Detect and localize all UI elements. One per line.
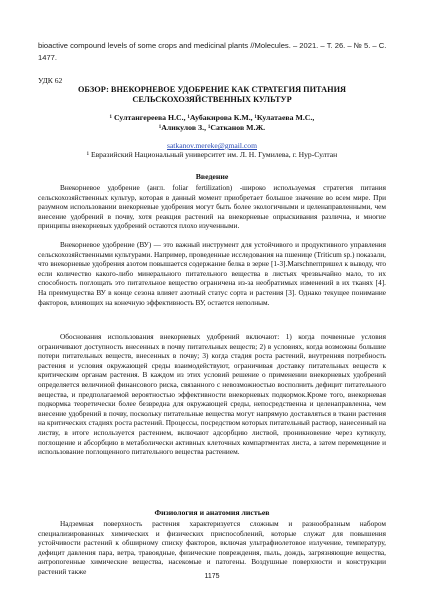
- affiliation: ¹ Евразийский Национальный университет им. Л. Н. Гумилева, г. Нур-Султан: [86, 150, 338, 159]
- authors: [38, 113, 386, 133]
- paragraph-2: Внекорневое удобрение (ВУ) — это важный инструмент для устойчивого и продуктивного управления сельскохозяйственными культурами. Например, проведенные исследования на пшенице (Triticum sp.) показали, что внекорневые удобрения азотом повышается содержание белка в зерне [1-3].Marschnerпришел к выводу, что если количество какого-либо минерального питательного вещества в листьях чрезвычайно мало, то их способность поглощать это питательное вещество ограничена из-за необратимых изменений в их тканях [4]. На преимущества ВУ в конце сезона влияет азотный статус сорта и растения [3]. Однако текущее понимание факторов, влияющих на конечную эффективность ВУ, остается неполным.: [38, 240, 386, 307]
- section-heading-introduction: Введение: [195, 172, 229, 181]
- page-number: 1175: [204, 573, 220, 580]
- udc-code: УДК 62: [38, 76, 63, 85]
- paper-title: ОБЗОР: ВНЕКОРНЕВОЕ УДОБРЕНИЕ КАК СТРАТЕГИЯ ПИТАНИЯ СЕЛЬСКОХОЗЯЙСТВЕННЫХ КУЛЬТУР: [77, 85, 347, 104]
- paragraph-3: Обоснования использования внекорневых удобрений включают: 1) когда почвенные условия ограничивают доступность внесенных в почву питательных веществ; 2) в условиях, когда возможны большие потери питательных веществ, внесенных в почву; 3) когда стадия роста растений, внутренняя потребность растения и условия окружающей среды взаимодействуют, ограничивая доставку питательных веществ к критическим органам растения. В каждом из этих условий решение о применении внекорневых удобрений определяется величиной финансового риска, связанного с невозможностью восполнить дефицит питательного вещества, и предполагаемой вероятностью эффективности внекорневых подкормок.Кроме того, внекорневая подкормка теоретически более безвредна для окружающей среды, непосредственна и целенаправленна, чем внесение удобрений в почву, поскольку питательные вещества могут напрямую доставляться в ткани растения на критических стадиях роста растений. Процессы, посредством которых питательный раствор, нанесенный на листву, в итоге используется растением, включают адсорбцию листвой, проникновение через кутикулу, поглощение и абсорбцию в метаболически активных клеточных компартментах листа, а затем перемещение и использование поглощенного питательного вещества растением.: [38, 332, 386, 457]
- email-link[interactable]: satkanov.mereke@gmail.com: [166, 141, 257, 150]
- authors-line-1: ¹ Султангереева Н.С., ¹Аубакирова К.М., ¹Кулатаева М.С.,: [109, 113, 315, 122]
- authors-line-2: ¹Аликулов З., ¹Сатканов М.Ж.: [158, 123, 266, 132]
- paragraph-1: Внекорневое удобрение (англ. foliar fertilization) -широко используемая стратегия питания сельскохозяйственных культур, которая в данный момент приобретает большое значение во всем мире. При разумном использовании внекорневые удобрения могут быть более экологичными и целенаправленными, чем внесение удобрений в почву, хотя реакция растений на внекорневые опрыскивания различна, и многие принципы внекорневых удобрений остаются плохо изученными.: [38, 183, 386, 231]
- paragraph-4: Надземная поверхность растения характеризуется сложным и разнообразным набором специализированных химических и физических приспособлений, которые служат для повышения устойчивости растений к обширному списку факторов, включая ультрафиолетовое излучение, температуру, дефицит давления пара, ветра, травоядные, физические повреждения, пыль, дождь, загрязняющие вещества, антропогенные химические вещества, насекомые и патогены. Воздушные поверхности и конструкции растений также: [38, 519, 386, 576]
- section-heading-physiology: Физиология и анатомия листьев: [154, 508, 270, 517]
- reference-continuation: bioactive compound levels of some crops and medicinal plants //Molecules. – 2021. – Т. 26. – № 5. – С. 1477.: [38, 41, 387, 62]
